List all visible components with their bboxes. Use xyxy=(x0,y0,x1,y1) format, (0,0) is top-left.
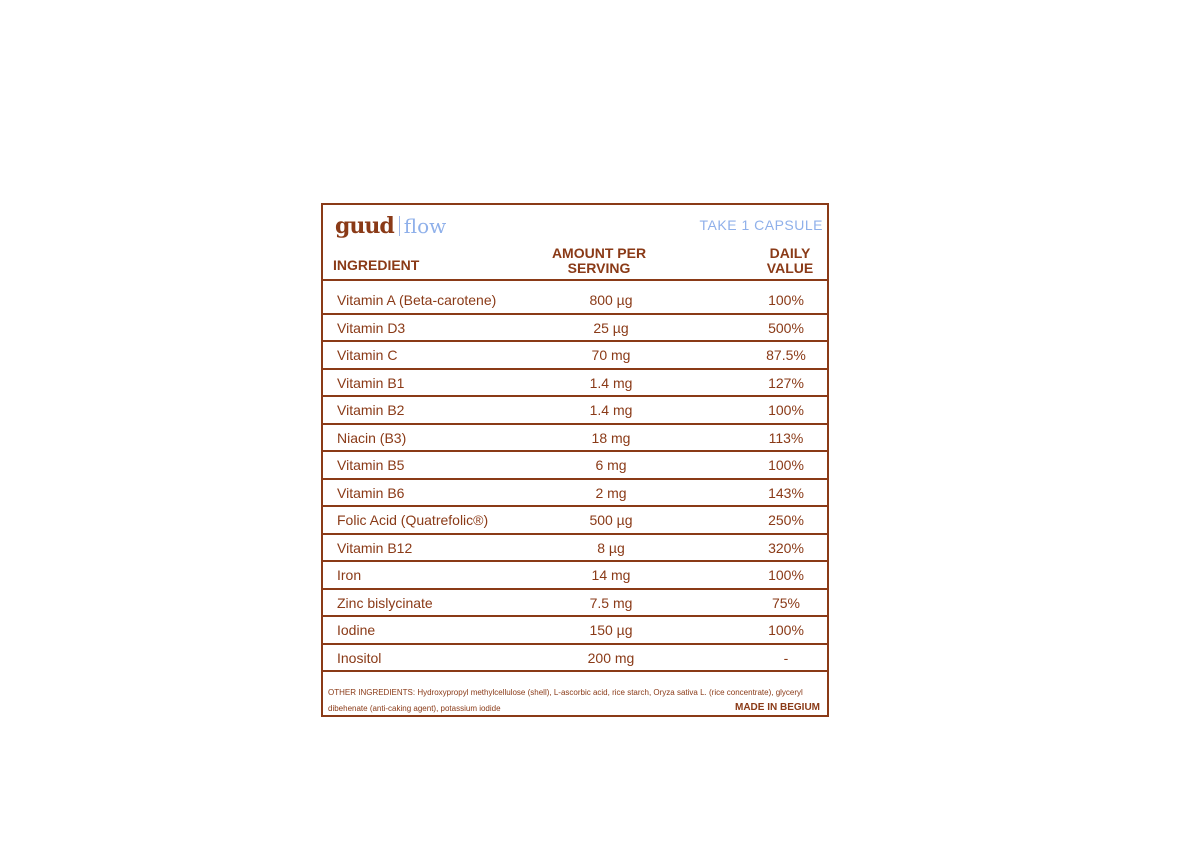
header-daily-line1: DAILY xyxy=(769,245,811,261)
supplement-facts-panel xyxy=(321,203,829,717)
ingredient-amount: 8 µg xyxy=(597,539,625,556)
table-row xyxy=(323,507,827,535)
table-row xyxy=(323,342,827,370)
ingredient-daily-value: 87.5% xyxy=(766,347,806,363)
ingredient-daily-value: 500% xyxy=(768,319,804,336)
ingredient-amount: 2 mg xyxy=(595,484,627,501)
ingredient-amount: 500 µg xyxy=(589,512,633,528)
brand-name: guud xyxy=(335,213,394,239)
brand-divider xyxy=(399,216,400,236)
ingredient-daily-value: 75% xyxy=(771,594,801,611)
table-row xyxy=(323,370,827,398)
ingredient-name: Folic Acid (Quatrefolic®) xyxy=(337,512,489,528)
ingredient-name: Vitamin B5 xyxy=(337,457,405,473)
table-row xyxy=(323,562,827,590)
table-row xyxy=(323,645,827,673)
ingredient-daily-value: 250% xyxy=(768,512,804,528)
ingredient-amount: 7.5 mg xyxy=(589,594,633,611)
header-divider xyxy=(323,279,827,281)
header-amount xyxy=(539,246,659,276)
ingredient-daily-value: 143% xyxy=(768,484,804,501)
ingredient-amount: 6 mg xyxy=(595,457,627,473)
table-row xyxy=(323,425,827,453)
ingredient-amount: 150 µg xyxy=(589,622,633,638)
header-amount-line2: SERVING xyxy=(567,260,631,276)
other-ingredients: OTHER INGREDIENTS: Hydroxypropyl methylcellulose (shell), L-ascorbic acid, rice starch, Oryza sativa L. (rice concentrate), glyceryl dibehenate (anti-caking agent), potassium iodide xyxy=(328,688,803,713)
ingredient-name: Iodine xyxy=(337,622,376,638)
ingredient-daily-value: 100% xyxy=(768,622,804,638)
ingredient-amount: 14 mg xyxy=(591,567,631,583)
dosage-label: TAKE 1 CAPSULE xyxy=(699,217,823,233)
ingredient-amount: 800 µg xyxy=(589,292,633,308)
ingredient-name: Vitamin B6 xyxy=(337,484,405,501)
table-row xyxy=(323,480,827,508)
table-row xyxy=(323,535,827,563)
ingredient-amount: 1.4 mg xyxy=(589,402,633,418)
table-row xyxy=(323,287,827,315)
table-row xyxy=(323,452,827,480)
ingredient-name: Vitamin C xyxy=(337,347,398,363)
ingredient-name: Iron xyxy=(337,567,362,583)
ingredient-daily-value: 100% xyxy=(768,567,804,583)
ingredient-daily-value: 113% xyxy=(768,429,804,446)
table-row xyxy=(323,617,827,645)
ingredient-daily-value: 100% xyxy=(768,402,804,418)
ingredient-name: Vitamin B12 xyxy=(337,539,413,556)
ingredient-name: Vitamin B1 xyxy=(337,374,405,391)
header-amount-line1: AMOUNT PER xyxy=(551,245,647,261)
table-row xyxy=(323,397,827,425)
ingredient-name: Vitamin A (Beta-carotene) xyxy=(337,292,497,308)
ingredient-name: Vitamin D3 xyxy=(337,319,406,336)
ingredient-amount: 25 µg xyxy=(593,319,629,336)
ingredient-table xyxy=(323,287,827,672)
ingredient-amount: 1.4 mg xyxy=(589,374,633,391)
ingredient-daily-value: - xyxy=(783,649,789,666)
header-daily-value xyxy=(755,246,825,276)
product-name: flow xyxy=(403,214,447,238)
ingredient-name: Vitamin B2 xyxy=(337,402,405,418)
ingredient-amount: 70 mg xyxy=(591,347,631,363)
table-row xyxy=(323,315,827,343)
ingredient-daily-value: 320% xyxy=(768,539,804,556)
made-in-label: MADE IN BEGIUM xyxy=(735,702,820,713)
header-ingredient: INGREDIENT xyxy=(333,257,420,273)
ingredient-name: Niacin (B3) xyxy=(337,429,407,446)
table-row xyxy=(323,590,827,618)
ingredient-daily-value: 100% xyxy=(768,457,804,473)
ingredient-daily-value: 100% xyxy=(768,292,804,308)
header-daily-line2: VALUE xyxy=(766,260,814,276)
ingredient-name: Inositol xyxy=(337,649,382,666)
brand-logo xyxy=(335,213,446,239)
ingredient-name: Zinc bislycinate xyxy=(337,594,433,611)
ingredient-daily-value: 127% xyxy=(768,374,804,391)
ingredient-amount: 18 mg xyxy=(591,429,631,446)
ingredient-amount: 200 mg xyxy=(587,649,635,666)
